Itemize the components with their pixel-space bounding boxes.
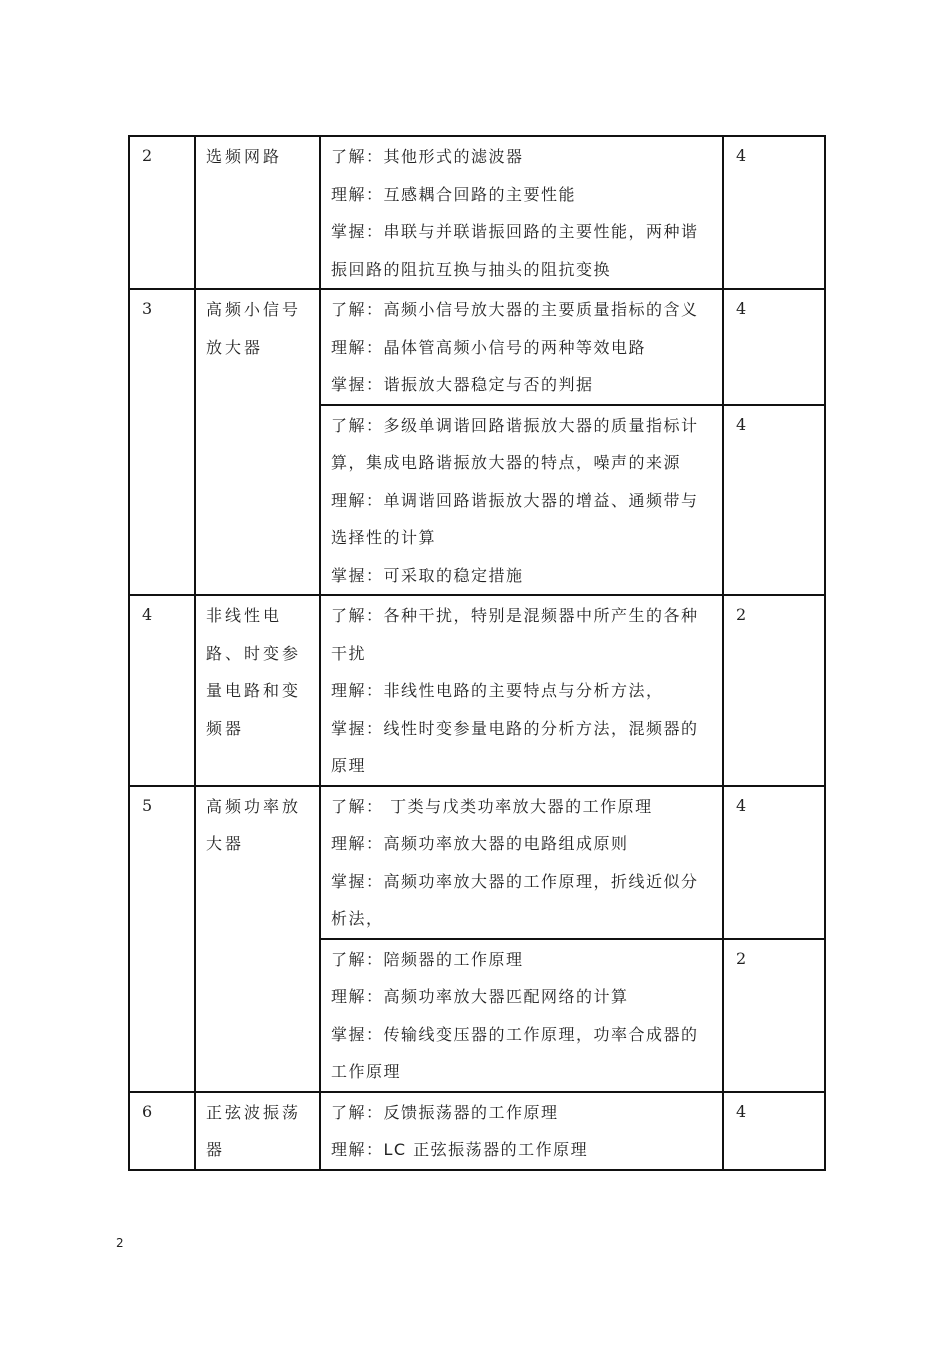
chapter-title: 非线性电路、时变参量电路和变频器 bbox=[195, 595, 320, 786]
requirements-cell bbox=[320, 786, 723, 939]
chapter-number: 5 bbox=[129, 786, 195, 1092]
chapter-number: 3 bbox=[129, 289, 195, 595]
chapter-title: 正弦波振荡器 bbox=[195, 1092, 320, 1170]
requirements-cell bbox=[320, 1092, 723, 1170]
requirement-line: 了解：反馈振荡器的工作原理 bbox=[331, 1102, 559, 1122]
chapter-number: 2 bbox=[129, 136, 195, 289]
requirement-line: 理解：单调谐回路谐振放大器的增益、通频带与选择性的计算 bbox=[331, 490, 699, 547]
hours-cell: 4 bbox=[723, 786, 825, 939]
requirements-cell bbox=[320, 595, 723, 786]
table-row bbox=[129, 136, 825, 289]
requirements-cell bbox=[320, 405, 723, 596]
requirement-line: 掌握：串联与并联谐振回路的主要性能，两种谐振回路的阻抗互换与抽头的阻抗变换 bbox=[331, 222, 699, 279]
hours-cell: 2 bbox=[723, 939, 825, 1092]
requirement-line: 了解：多级单调谐回路谐振放大器的质量指标计算，集成电路谐振放大器的特点，噪声的来源 bbox=[331, 415, 699, 472]
syllabus-table bbox=[128, 135, 826, 1171]
requirement-line: 掌握：可采取的稳定措施 bbox=[331, 565, 524, 585]
requirement-line: 掌握：高频功率放大器的工作原理，折线近似分析法， bbox=[331, 871, 699, 928]
requirement-line: 掌握：传输线变压器的工作原理，功率合成器的工作原理 bbox=[331, 1024, 699, 1081]
table-row bbox=[129, 1092, 825, 1170]
chapter-title: 高频功率放大器 bbox=[195, 786, 320, 1092]
table-row bbox=[129, 595, 825, 786]
hours-cell: 4 bbox=[723, 1092, 825, 1170]
hours-cell: 4 bbox=[723, 136, 825, 289]
hours-cell: 4 bbox=[723, 289, 825, 405]
chapter-title: 高频小信号放大器 bbox=[195, 289, 320, 595]
requirement-line: 掌握：线性时变参量电路的分析方法，混频器的原理 bbox=[331, 718, 699, 775]
hours-cell: 4 bbox=[723, 405, 825, 596]
requirement-line: 理解：互感耦合回路的主要性能 bbox=[331, 184, 577, 204]
requirement-line: 了解：高频小信号放大器的主要质量指标的含义 bbox=[331, 300, 699, 319]
requirement-line: 理解：高频功率放大器的电路组成原则 bbox=[331, 834, 629, 853]
requirement-line: 理解：LC 正弦振荡器的工作原理 bbox=[331, 1140, 589, 1159]
syllabus-table-body bbox=[129, 136, 825, 1170]
hours-cell: 2 bbox=[723, 595, 825, 786]
requirement-line: 理解：高频功率放大器匹配网络的计算 bbox=[331, 987, 629, 1006]
chapter-number: 4 bbox=[129, 595, 195, 786]
requirement-line: 理解：非线性电路的主要特点与分析方法， bbox=[331, 681, 664, 700]
requirements-cell bbox=[320, 289, 723, 405]
page-number: 2 bbox=[116, 1236, 124, 1250]
table-row bbox=[129, 786, 825, 939]
requirement-line: 了解：陪频器的工作原理 bbox=[331, 949, 524, 969]
table-row bbox=[129, 289, 825, 405]
requirement-line: 了解：其他形式的滤波器 bbox=[331, 147, 524, 166]
requirement-line: 了解：各种干扰，特别是混频器中所产生的各种干扰 bbox=[331, 606, 699, 663]
requirement-line: 了解： 丁类与戊类功率放大器的工作原理 bbox=[331, 796, 653, 816]
chapter-number: 6 bbox=[129, 1092, 195, 1170]
requirement-line: 掌握：谐振放大器稳定与否的判据 bbox=[331, 375, 594, 394]
chapter-title: 选频网路 bbox=[195, 136, 320, 289]
requirements-cell bbox=[320, 136, 723, 289]
requirement-line: 理解：晶体管高频小信号的两种等效电路 bbox=[331, 337, 647, 357]
requirements-cell bbox=[320, 939, 723, 1092]
